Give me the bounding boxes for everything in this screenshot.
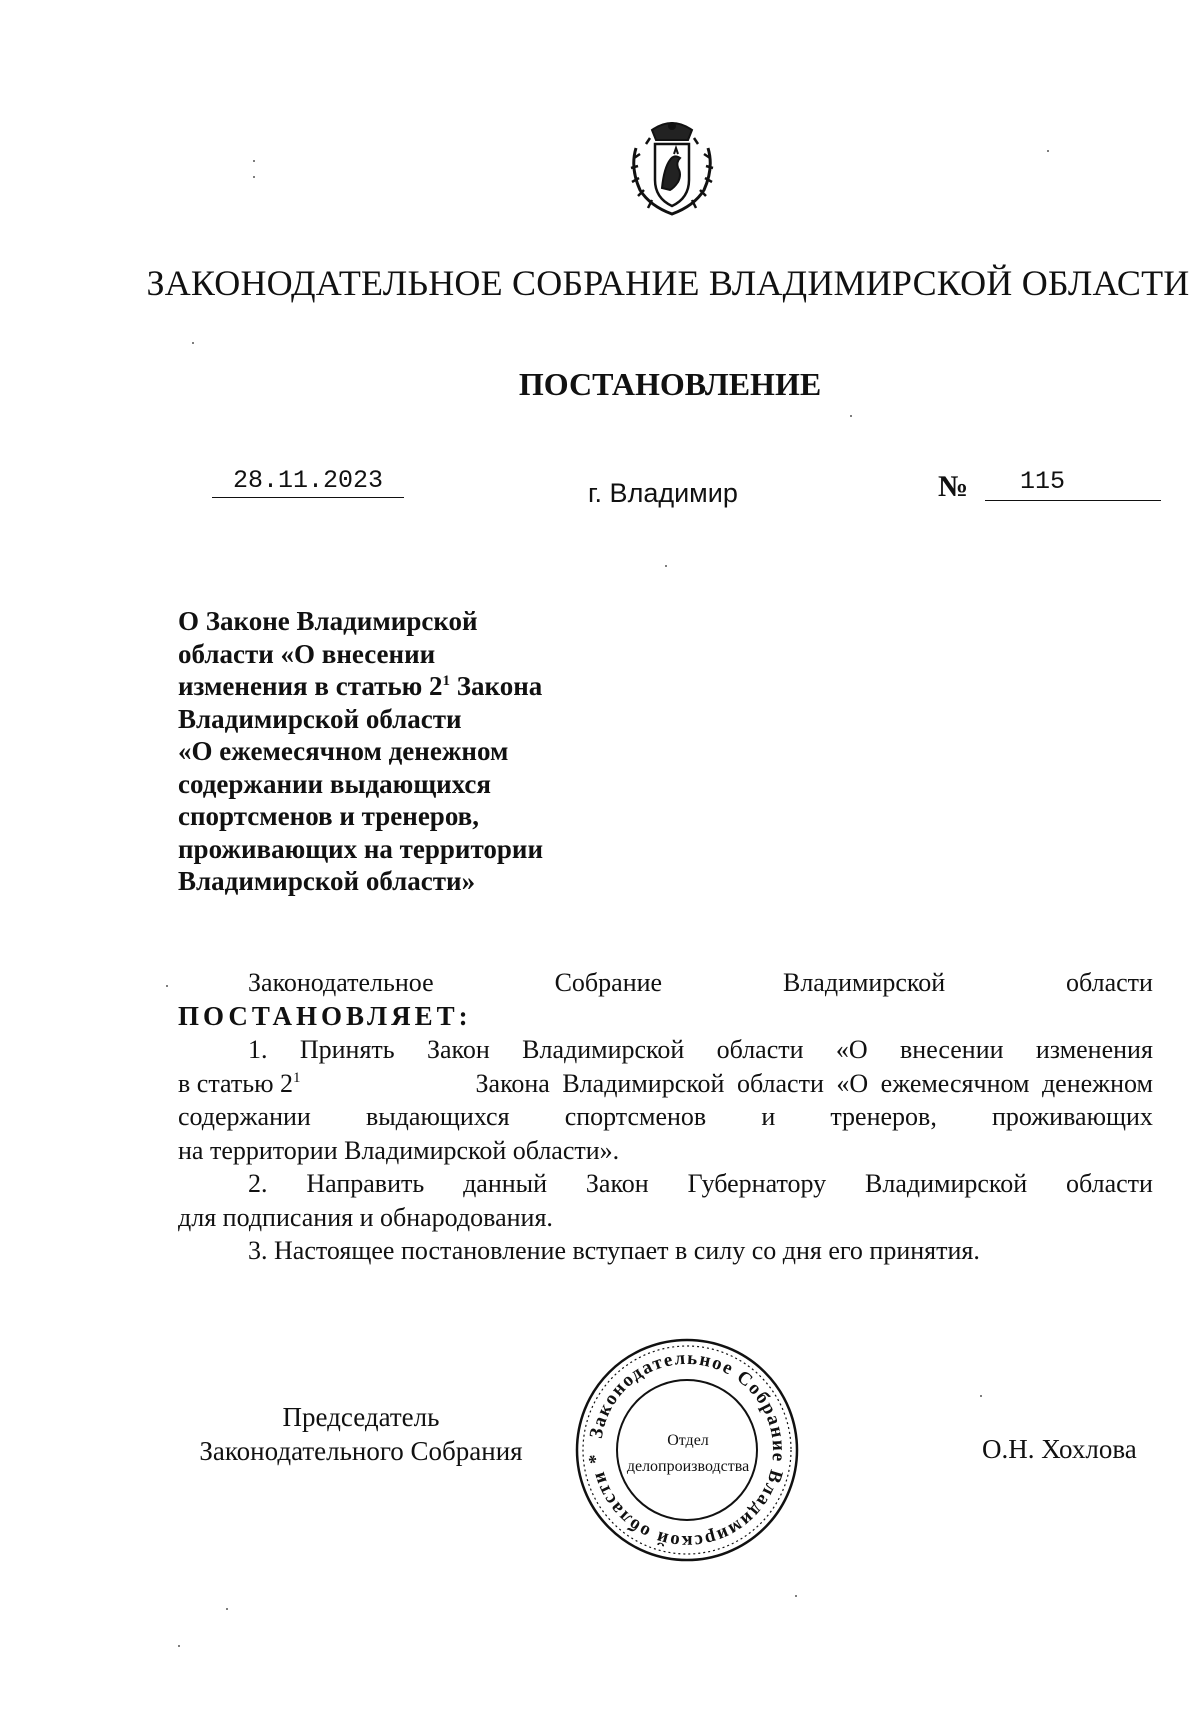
signatory-title bbox=[182, 1400, 540, 1468]
word: области bbox=[1066, 1169, 1153, 1198]
document-subject bbox=[178, 605, 598, 898]
scan-speck bbox=[253, 176, 255, 178]
subject-superscript: 1 bbox=[442, 673, 451, 689]
item1-line: на территории Владимирской области». bbox=[178, 1135, 620, 1165]
word: 2. bbox=[248, 1169, 268, 1198]
stamp-center-text bbox=[610, 1428, 766, 1480]
scan-speck bbox=[850, 415, 852, 417]
signatory-title-line: Председатель bbox=[282, 1402, 440, 1432]
intro-line bbox=[178, 966, 1153, 1000]
subject-line: «О ежемесячном денежном bbox=[178, 736, 509, 766]
superscript: 1 bbox=[293, 1069, 301, 1086]
subject-line: Владимирской области bbox=[178, 703, 462, 734]
signatory-title-line: Законодательного Собрания bbox=[199, 1436, 523, 1466]
word: данный bbox=[463, 1169, 548, 1198]
text: в статью 2 bbox=[178, 1068, 294, 1098]
document-number-label: № bbox=[938, 470, 969, 503]
subject-line: области «О внесении bbox=[178, 638, 436, 669]
scan-speck bbox=[166, 985, 168, 987]
scan-speck bbox=[665, 565, 667, 567]
document-city: г. Владимир bbox=[588, 478, 738, 508]
subject-line: О Законе Владимирской bbox=[178, 606, 478, 636]
subject-line: спортсменов и тренеров, bbox=[178, 801, 479, 831]
subject-line-part: изменения в статью 2 bbox=[178, 671, 443, 701]
word: внесении bbox=[900, 1035, 1004, 1064]
document-body bbox=[178, 966, 1153, 1268]
word: «О bbox=[835, 1035, 868, 1064]
subject-line-part: Закона bbox=[456, 671, 543, 701]
document-date: 28.11.2023 bbox=[212, 466, 404, 498]
scan-speck bbox=[980, 1395, 982, 1397]
item1-line2-prefix bbox=[178, 1067, 301, 1101]
word: и bbox=[761, 1102, 776, 1131]
word: спортсменов bbox=[564, 1102, 707, 1131]
word: Владимирской bbox=[782, 968, 946, 997]
scan-speck bbox=[178, 1645, 180, 1647]
scan-speck bbox=[192, 342, 194, 344]
word: области bbox=[716, 1035, 804, 1064]
item2-line bbox=[178, 1167, 1153, 1201]
subject-line: содержании выдающихся bbox=[178, 768, 491, 799]
item1-line bbox=[178, 1033, 1153, 1067]
word: изменения bbox=[1035, 1035, 1153, 1064]
word: Закон bbox=[585, 1169, 649, 1198]
subject-line bbox=[178, 670, 598, 703]
word: Губернатору bbox=[687, 1169, 827, 1198]
decision-word: ПОСТАНОВЛЯЕТ: bbox=[178, 1000, 472, 1031]
word: выдающихся bbox=[365, 1102, 510, 1131]
item2-line: для подписания и обнародования. bbox=[178, 1202, 553, 1232]
item1-line bbox=[178, 1067, 1153, 1101]
document-type-heading: ПОСТАНОВЛЕНИЕ bbox=[518, 366, 822, 402]
word: области bbox=[1066, 968, 1153, 997]
scan-speck bbox=[226, 1608, 228, 1610]
organization-title: ЗАКОНОДАТЕЛЬНОЕ СОБРАНИЕ ВЛАДИМИРСКОЙ ОБЛАСТИ bbox=[146, 263, 1190, 303]
word: Владимирской bbox=[522, 1035, 685, 1064]
scan-speck bbox=[253, 160, 255, 162]
document-number: 115 bbox=[985, 467, 1161, 501]
word: Принять bbox=[299, 1035, 395, 1064]
word: Закон bbox=[426, 1035, 490, 1064]
scan-speck bbox=[795, 1595, 797, 1597]
vladimir-region-coat-of-arms-icon bbox=[622, 118, 722, 218]
item1-line bbox=[178, 1100, 1153, 1134]
subject-line: проживающих на территории bbox=[178, 833, 544, 864]
item3-line: 3. Настоящее постановление вступает в силу со дня его принятия. bbox=[248, 1236, 980, 1265]
word: содержании bbox=[178, 1102, 311, 1131]
word: Собрание bbox=[554, 968, 663, 997]
stamp-ring-text-path: Законодательное Собрание Владимирской области * bbox=[585, 1347, 790, 1553]
word: Владимирской bbox=[865, 1169, 1028, 1198]
word: проживающих bbox=[991, 1102, 1153, 1131]
subject-line: Владимирской области» bbox=[178, 866, 476, 896]
signatory-name: О.Н. Хохлова bbox=[982, 1434, 1137, 1464]
word: Законодательное bbox=[248, 968, 434, 997]
word: Направить bbox=[306, 1169, 425, 1198]
stamp-center-line: делопроизводства bbox=[626, 1458, 750, 1475]
item1-line2-suffix: Закона Владимирской области «О ежемесячном денежном bbox=[475, 1068, 1153, 1098]
word: тренеров, bbox=[830, 1102, 937, 1131]
stamp-center-line: Отдел bbox=[667, 1432, 709, 1449]
word: 1. bbox=[248, 1035, 268, 1064]
scan-speck bbox=[1047, 150, 1049, 152]
